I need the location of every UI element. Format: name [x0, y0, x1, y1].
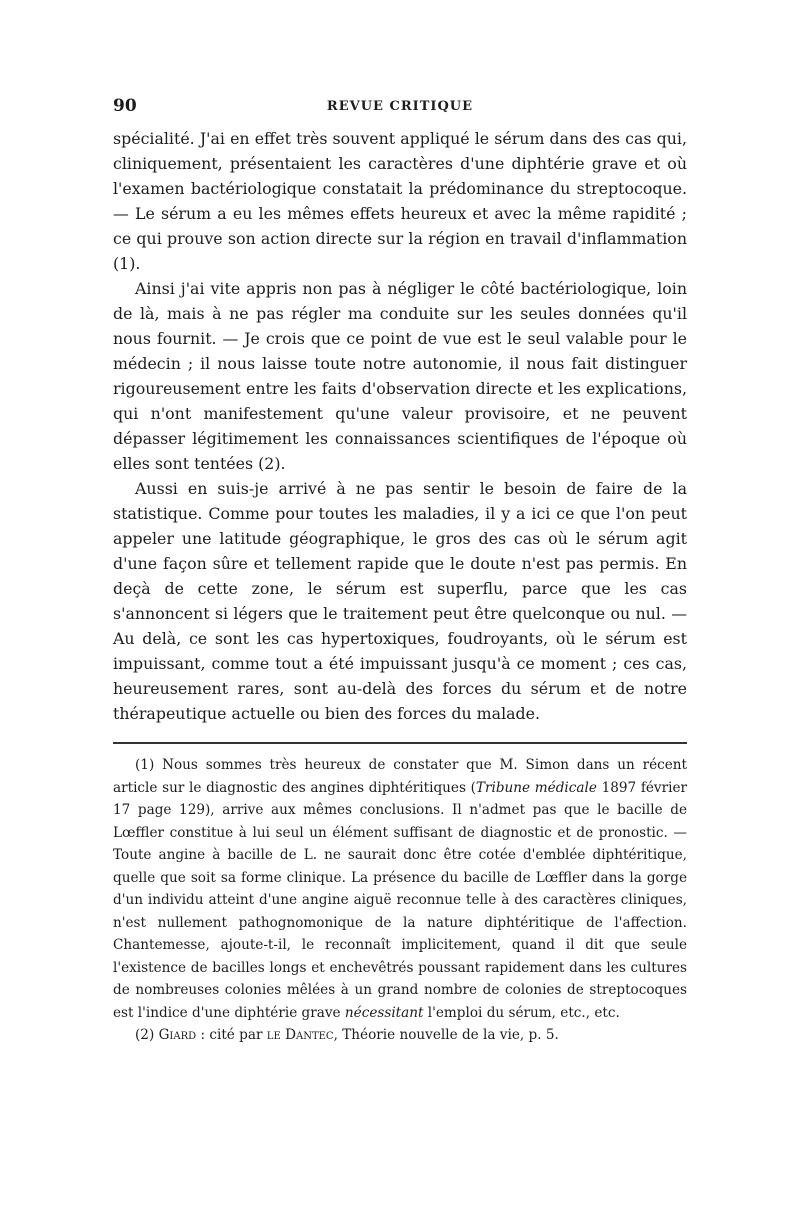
page-header — [113, 96, 687, 126]
footnotes — [113, 754, 687, 1047]
footnote-2-dantec: Dantec — [285, 1027, 334, 1043]
footnote-2 — [113, 1024, 687, 1047]
footnote-2-text-b: , Théorie nouvelle de la vie, p. 5. — [333, 1027, 559, 1043]
footnote-1-text-b: 1897 février 17 page 129), arrive aux mêmes conclusions. Il n'admet pas que le bacille de Lœffler constitue à lui seul un élément suffisant de diagnostic et de pronostic. — Toute angine à bacille de L. ne saurait donc être cotée d'emblée diphtéritique, quelle que soit sa forme clinique. La présence du bacille de Lœffler dans la gorge d'un individu atteint d'une angine aiguë reconnue telle à des caractères cliniques, n'est nullement pathognomonique de la nature diphtéritique de l'affection. Chantemesse, ajoute-t-il, le reconnaît implicitement, quand il dit que seule l'existence de bacilles longs et enchevêtrés poussant rapidement dans les cultures de nombreuses colonies mêlées à un grand nombre de colonies de streptocoques est l'indice d'une diphtérie grave — [113, 779, 687, 1021]
page-number: 90 — [113, 96, 137, 116]
footnote-1-text-a: (1) Nous sommes très heureux de constater que M. Simon dans un récent article sur le diagnostic des angines diphtéritiques ( — [113, 757, 687, 796]
footnote-1-text-c: l'emploi du sérum, etc., etc. — [423, 1004, 620, 1021]
footnote-2-particle: le — [266, 1027, 281, 1043]
footnote-1-journal: Tribune médicale — [475, 779, 597, 796]
footnote-2-text-a: : cité par — [196, 1027, 267, 1043]
main-text — [113, 126, 687, 726]
footnote-2-author: Giard — [158, 1027, 197, 1043]
paragraph-1: spécialité. J'ai en effet très souvent appliqué le sérum dans des cas qui, cliniquement, présentaient les caractères d'une diphtérie grave et où l'examen bactériologique constatait la prédominance du streptocoque. — Le sérum a eu les mêmes effets heureux et avec la même rapidité ; ce qui prouve son action directe sur la région en travail d'inflammation (1). — [113, 129, 687, 273]
footnote-2-number: (2) — [135, 1027, 159, 1043]
footnote-1-emphasis: nécessitant — [344, 1004, 424, 1021]
footnote-1 — [113, 754, 687, 1024]
paragraph-3: Aussi en suis-je arrivé à ne pas sentir le besoin de faire de la statistique. Comme pour toutes les maladies, il y a ici ce que l'on peut appeler une latitude géographique, le gros des cas où le sérum agit d'une façon sûre et tellement rapide que le doute n'est pas permis. En deçà de cette zone, le sérum est superflu, parce que les cas s'annoncent si légers que le traitement peut être quelconque ou nul. — Au delà, ce sont les cas hypertoxiques, foudroyants, où le sérum est impuissant, comme tout a été impuissant jusqu'à ce moment ; ces cas, heureusement rares, sont au-delà des forces du sérum et de notre thérapeutique actuelle ou bien des forces du malade. — [113, 479, 687, 723]
paragraph-2: Ainsi j'ai vite appris non pas à négliger le côté bactériologique, loin de là, mais à ne pas régler ma conduite sur les seules données qu'il nous fournit. — Je crois que ce point de vue est le seul valable pour le médecin ; il nous laisse toute notre autonomie, il nous fait distinguer rigoureusement entre les faits d'observation directe et les explications, qui n'ont manifestement qu'une valeur provisoire, et ne peuvent dépasser légitimement les connaissances scientifiques de l'époque où elles sont tentées (2). — [113, 279, 687, 473]
book-page — [113, 96, 687, 1047]
running-head: REVUE CRITIQUE — [326, 99, 474, 114]
footnote-separator — [113, 742, 687, 744]
